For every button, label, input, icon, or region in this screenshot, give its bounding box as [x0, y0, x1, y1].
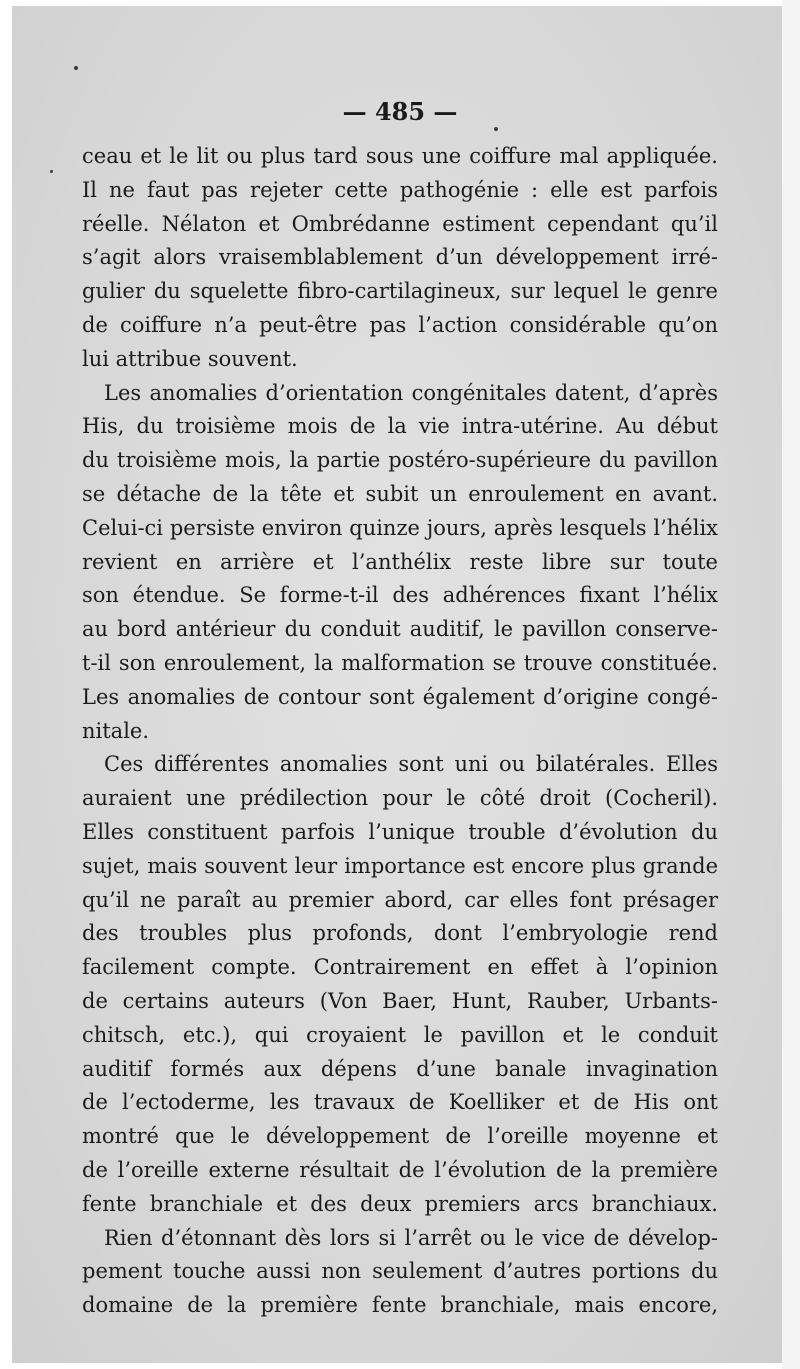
text-line: se détache de la tête et subit un enroulement en avant. [82, 481, 718, 506]
text-line: Les anomalies de contour sont également d’origine congé- [82, 684, 718, 709]
text-line: de l’oreille externe résultait de l’évolution de la première [82, 1157, 718, 1182]
text-line: de l’ectoderme, les travaux de Koelliker et de His ont [82, 1090, 718, 1115]
text-line: revient en arrière et l’anthélix reste libre sur toute [82, 549, 718, 574]
text-line: ceau et le lit ou plus tard sous une coiffure mal appliquée. [82, 144, 718, 168]
print-speck [494, 127, 498, 131]
text-line: domaine de la première fente branchiale, mais encore, [82, 1293, 718, 1318]
text-line: Il ne faut pas rejeter cette pathogénie : elle est parfois [82, 177, 718, 202]
page-edge [782, 0, 800, 1369]
print-speck [74, 66, 78, 70]
text-line: s’agit alors vraisemblablement d’un développement irré- [82, 245, 718, 270]
page-number: — 485 — [342, 97, 458, 126]
text-line: lui attribue souvent. [82, 346, 298, 371]
text-line: Les anomalies d’orientation congénitales datent, d’après [104, 380, 718, 405]
text-line: réelle. Nélaton et Ombrédanne estiment cependant qu’il [82, 211, 718, 236]
text-line: facilement compte. Contrairement en effet à l’opinion [82, 955, 718, 980]
text-line: au bord antérieur du conduit auditif, le pavillon conserve- [82, 617, 718, 642]
text-line: His, du troisième mois de la vie intra-utérine. Au début [82, 414, 718, 439]
text-line: pement touche aussi non seulement d’autres portions du [82, 1259, 718, 1284]
text-line: son étendue. Se forme-t-il des adhérences fixant l’hélix [82, 583, 718, 608]
text-line: Celui-ci persiste environ quinze jours, après lesquels l’hélix [82, 515, 718, 540]
body-text [82, 140, 718, 1323]
text-line: des troubles plus profonds, dont l’embryologie rend [82, 921, 718, 946]
text-line: de coiffure n’a peut-être pas l’action considérable qu’on [82, 312, 718, 337]
text-line: Ces différentes anomalies sont uni ou bilatérales. Elles [104, 752, 718, 777]
text-line: sujet, mais souvent leur importance est encore plus grande [82, 853, 718, 878]
text-line: fente branchiale et des deux premiers arcs branchiaux. [82, 1191, 718, 1216]
text-line: auraient une prédilection pour le côté droit (Cocheril). [82, 786, 718, 811]
text-line: de certains auteurs (Von Baer, Hunt, Rauber, Urbants- [82, 988, 718, 1013]
text-line: du troisième mois, la partie postéro-supérieure du pavillon [82, 448, 718, 473]
text-line: Elles constituent parfois l’unique trouble d’évolution du [82, 819, 718, 844]
print-speck [50, 170, 53, 173]
text-line: gulier du squelette fibro-cartilagineux, sur lequel le genre [82, 279, 718, 304]
text-line: t-il son enroulement, la malformation se trouve constituée. [82, 650, 718, 675]
text-line: montré que le développement de l’oreille moyenne et [82, 1124, 718, 1149]
text-line: auditif formés aux dépens d’une banale invagination [82, 1056, 718, 1081]
text-line: Rien d’étonnant dès lors si l’arrêt ou le vice de dévelop- [104, 1225, 718, 1250]
text-line: nitale. [82, 718, 150, 743]
text-line: chitsch, etc.), qui croyaient le pavillon et le conduit [82, 1022, 718, 1047]
text-line: qu’il ne paraît au premier abord, car elles font présager [82, 887, 718, 912]
